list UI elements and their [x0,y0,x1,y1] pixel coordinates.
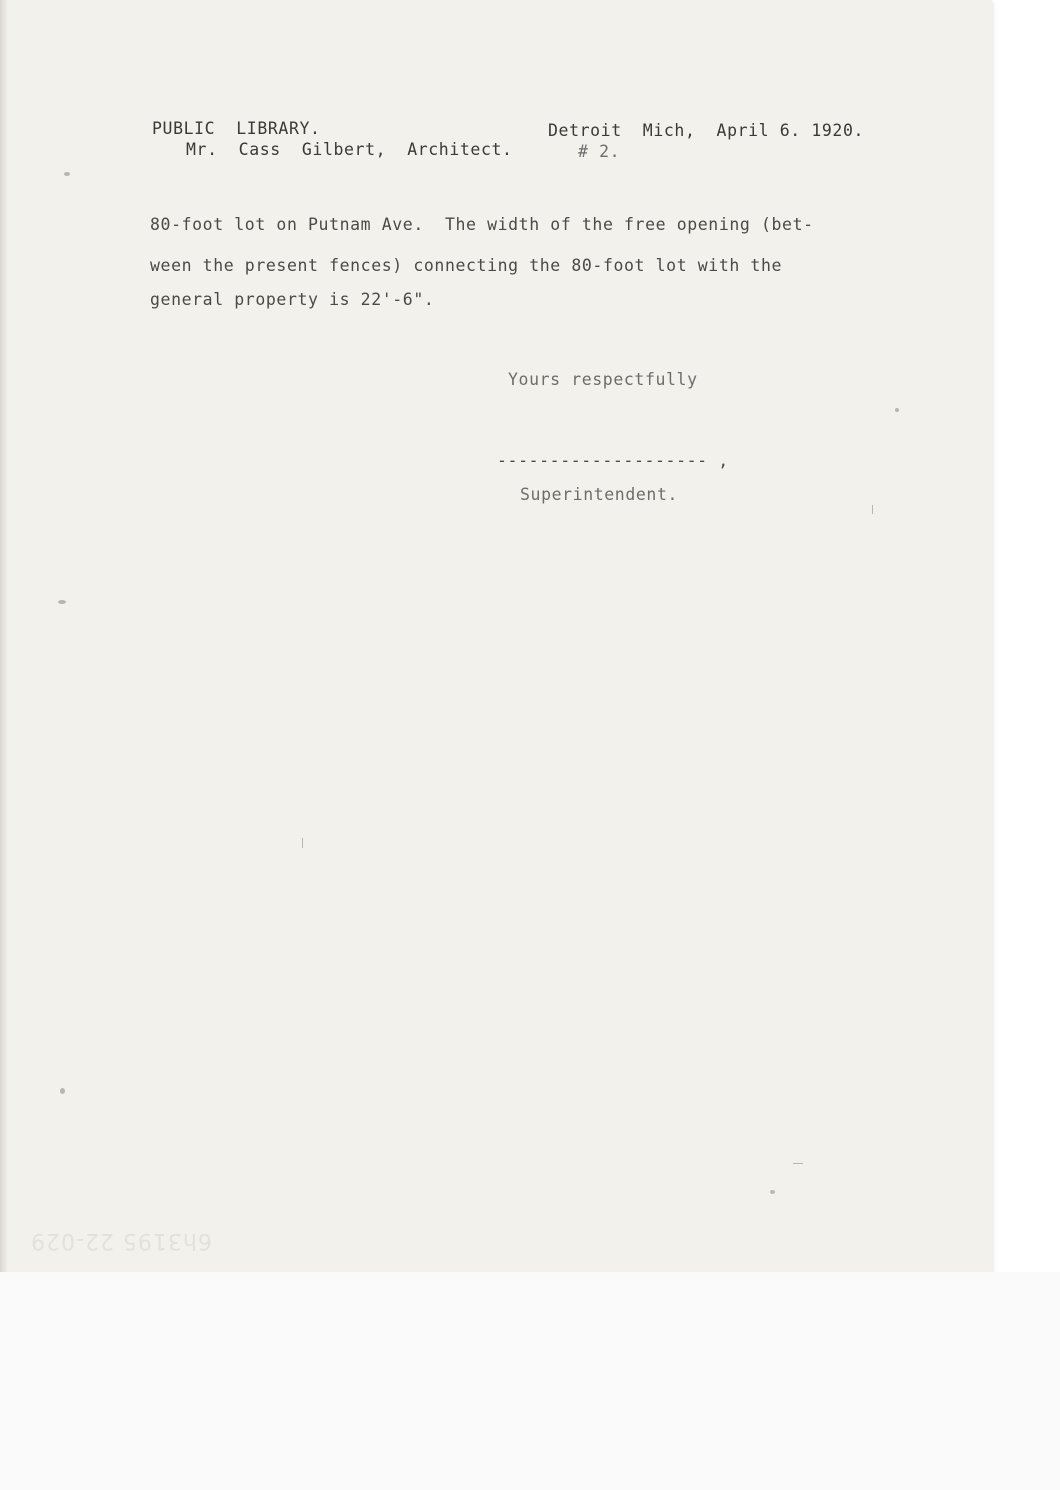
body-line-2: ween the present fences) connecting the 80-foot lot with the [150,256,783,275]
archive-stamp: 6h3195 22-029 [30,1228,212,1253]
letter-heading-date: Detroit Mich, April 6. 1920. [548,121,865,140]
paper-fleck [872,505,873,514]
page-edge-shadow [0,0,7,1272]
paper-fleck [60,1088,65,1094]
paper-fleck [895,408,899,412]
paper-fleck [770,1190,775,1194]
paper-fleck [64,172,70,176]
page-number: # 2. [578,142,621,161]
body-line-3: general property is 22'-6". [150,290,435,309]
signature-title: Superintendent. [520,485,679,504]
signature-line: -------------------- , [497,451,729,470]
body-line-1: 80-foot lot on Putnam Ave. The width of the free opening (bet- [150,215,814,234]
scan-background [0,1272,1060,1490]
recipient-line: Mr. Cass Gilbert, Architect. [186,140,513,159]
paper-fleck [302,838,303,848]
paper-fleck [58,600,66,604]
paper-fleck [793,1163,803,1164]
letter-heading-left: PUBLIC LIBRARY. [152,119,321,138]
closing-line: Yours respectfully [508,370,698,389]
